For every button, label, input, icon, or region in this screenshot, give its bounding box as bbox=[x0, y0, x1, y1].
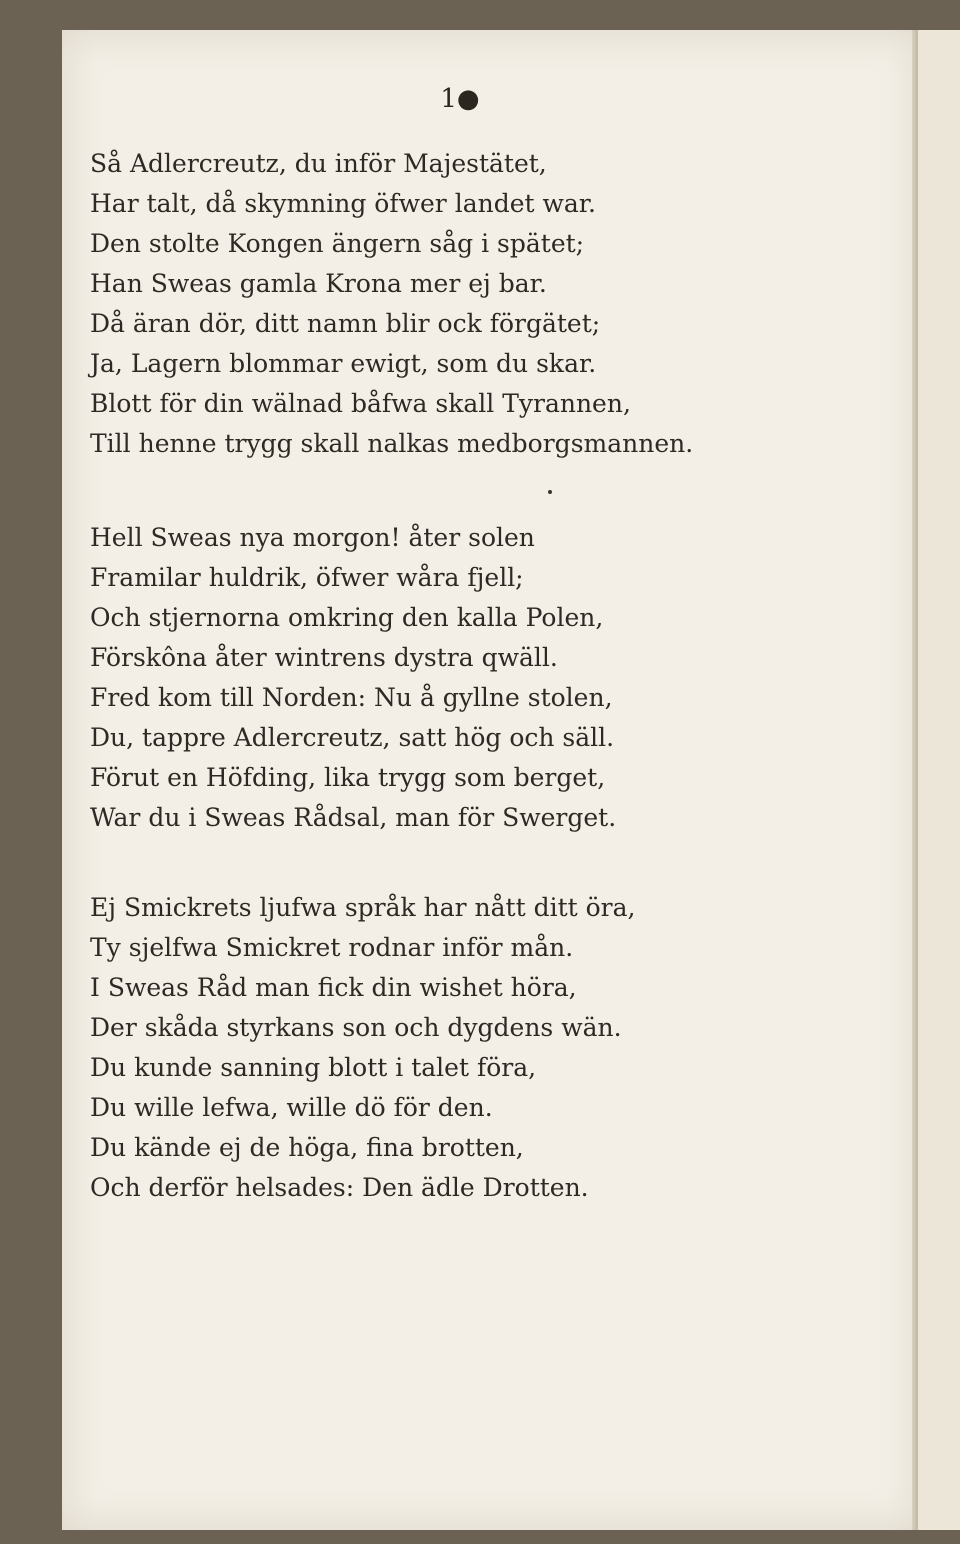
ink-dot bbox=[548, 490, 552, 494]
stanza-2 bbox=[90, 518, 710, 838]
adjacent-page-edge bbox=[918, 30, 960, 1530]
verse-line: War du i Sweas Rådsal, man för Swerget. bbox=[90, 803, 617, 832]
verse-line: Förskôna åter wintrens dystra qwäll. bbox=[90, 643, 558, 672]
verse-line: Har talt, då skymning öfwer landet war. bbox=[90, 189, 596, 218]
verse-line: Förut en Höfding, lika trygg som berget, bbox=[90, 763, 606, 792]
verse-line: Och stjernorna omkring den kalla Polen, bbox=[90, 603, 604, 632]
verse-line: Ty sjelfwa Smickret rodnar inför mån. bbox=[90, 933, 574, 962]
verse-line: Han Sweas gamla Krona mer ej bar. bbox=[90, 269, 547, 298]
verse-line: Du wille lefwa, wille dö för den. bbox=[90, 1093, 493, 1122]
verse-line: Du kände ej de höga, fina brotten, bbox=[90, 1133, 524, 1162]
verse-line: Och derför helsades: Den ädle Drotten. bbox=[90, 1173, 589, 1202]
page-number: 1● bbox=[440, 84, 480, 114]
verse-line: Der skåda styrkans son och dygdens wän. bbox=[90, 1013, 622, 1042]
verse-line: Fred kom till Norden: Nu å gyllne stolen, bbox=[90, 683, 613, 712]
verse-line: Blott för din wälnad båfwa skall Tyrannen, bbox=[90, 389, 631, 418]
verse-line: Den stolte Kongen ängern såg i spätet; bbox=[90, 229, 585, 258]
verse-line: Framilar huldrik, öfwer wåra fjell; bbox=[90, 563, 524, 592]
verse-line: Ej Smickrets ljufwa språk har nått ditt öra, bbox=[90, 893, 636, 922]
verse-line: Till henne trygg skall nalkas medborgsmannen. bbox=[90, 429, 694, 458]
verse-line: Du kunde sanning blott i talet föra, bbox=[90, 1053, 537, 1082]
verse-line: Hell Sweas nya morgon! åter solen bbox=[90, 523, 535, 552]
verse-line: I Sweas Råd man fick din wishet höra, bbox=[90, 973, 577, 1002]
verse-line: Då äran dör, ditt namn blir ock förgätet; bbox=[90, 309, 601, 338]
verse-line: Så Adlercreutz, du inför Majestätet, bbox=[90, 149, 547, 178]
verse-line: Ja, Lagern blommar ewigt, som du skar. bbox=[90, 349, 597, 378]
verse-line: Du, tappre Adlercreutz, satt hög och säll. bbox=[90, 723, 615, 752]
stanza-1 bbox=[90, 144, 710, 464]
stanza-3 bbox=[90, 888, 710, 1208]
